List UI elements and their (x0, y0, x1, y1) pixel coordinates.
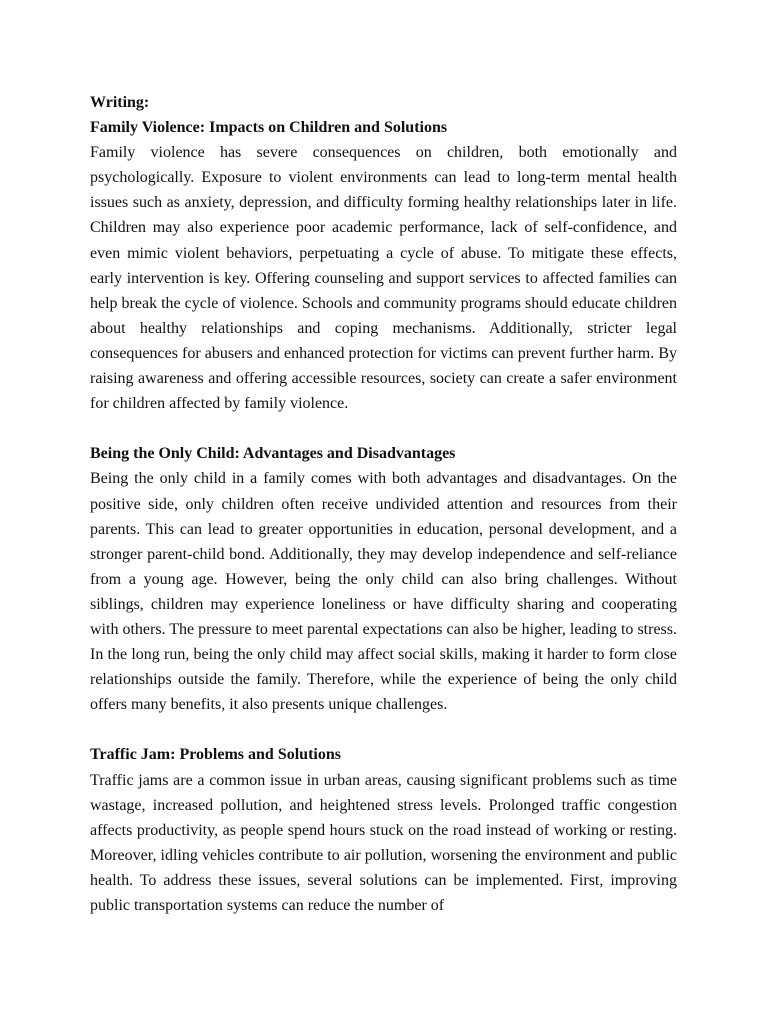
section-traffic-jam (90, 742, 677, 918)
section-title: Being the Only Child: Advantages and Disadvantages (90, 445, 456, 463)
writing-label: Writing: (90, 94, 150, 111)
section-family-violence (90, 115, 677, 416)
section-body: Traffic jams are a common issue in urban areas, causing significant problems such as time wastage, increased pollution, and heightened stress levels. Prolonged traffic congestion affects productivity, as people spend hours stuck on the road instead of working or resting. Moreover, idling vehicles contribute to air pollution, worsening the environment and public health. To address these issues, several solutions can be implemented. First, improving public transportation systems can reduce the number of (90, 771, 677, 914)
section-title: Traffic Jam: Problems and Solutions (90, 746, 341, 764)
section-only-child (90, 441, 677, 717)
section-body: Being the only child in a family comes with both advantages and disadvantages. On the positive side, only children often receive undivided attention and resources from their parents. This can lead to greater opportunities in education, personal development, and a stronger parent-child bond. Additionally, they may develop independence and self-reliance from a young age. However, being the only child can also bring challenges. Without siblings, children may experience loneliness or have difficulty sharing and cooperating with others. The pressure to meet parental expectations can also be higher, leading to stress. In the long run, being the only child may affect social skills, making it harder to form close relationships outside the family. Therefore, while the experience of being the only child offers many benefits, it also presents unique challenges. (90, 470, 677, 714)
document-page (90, 90, 677, 918)
section-body: Family violence has severe consequences on children, both emotionally and psychologically. Exposure to violent environments can lead to long-term mental health issues such as anxiety, depression, and difficulty forming healthy relationships later in life. Children may also experience poor academic performance, lack of self-confidence, and even mimic violent behaviors, perpetuating a cycle of abuse. To mitigate these effects, early intervention is key. Offering counseling and support services to affected families can help break the cycle of violence. Schools and community programs should educate children about healthy relationships and coping mechanisms. Additionally, stricter legal consequences for abusers and enhanced protection for victims can prevent further harm. By raising awareness and offering accessible resources, society can create a safer environment for children affected by family violence. (90, 144, 677, 413)
section-title: Family Violence: Impacts on Children and Solutions (90, 119, 448, 137)
